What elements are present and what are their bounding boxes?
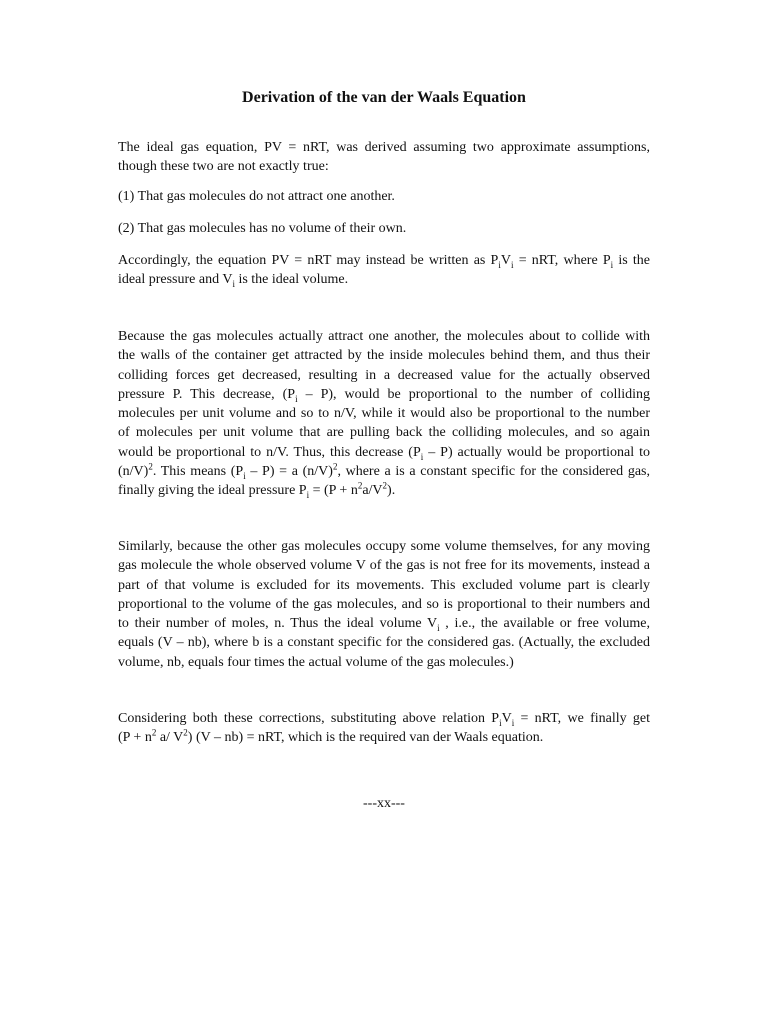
page-title: Derivation of the van der Waals Equation xyxy=(242,89,526,106)
text-line: to their number of moles, n. Thus the ideal volume $V_i$ , i.e., the available or free volume, xyxy=(118,616,651,633)
text-line: ideal pressure and $V_i$ is the ideal volume. xyxy=(118,272,349,290)
text-line: Because the gas molecules actually attract one another, the molecules about to collide with xyxy=(118,329,650,344)
text-line: $(n/V)^2$. This means $(P_i - P) = a$ $(n/V)^2$, where a is a constant specific for the considered gas, xyxy=(118,461,650,481)
text-line: the walls of the container get attracted by the inside molecules behind them, and thus their xyxy=(118,348,650,364)
text-line: gas molecule the whole observed volume V of the gas is not free for its movements, instead a xyxy=(118,558,650,574)
text-line: Similarly, because the other gas molecules occupy some volume themselves, for any moving xyxy=(118,539,650,554)
text-line: though these two are not exactly true: xyxy=(118,159,329,175)
intro-paragraph xyxy=(118,138,650,177)
text-line: Considering both these corrections, substituting above relation $P_iV_i$ = nRT, we finally get xyxy=(118,711,650,728)
pressure-correction-paragraph xyxy=(118,327,650,501)
text-line: finally giving the ideal pressure $P_i = (P + n^2a/V^2)$. xyxy=(118,480,396,501)
volume-correction-paragraph xyxy=(118,537,650,672)
final-paragraph xyxy=(118,709,650,748)
assumption-two: (2) That gas molecules has no volume of their own. xyxy=(118,221,407,236)
text-line: part of that volume is excluded for its movements. This excluded volume part is clearly xyxy=(118,577,650,593)
text-line: The ideal gas equation, PV = nRT, was derived assuming two approximate assumptions, xyxy=(118,140,650,155)
text-line: Accordingly, the equation PV = nRT may instead be written as $P_iV_i$ = nRT, where $P_i$ is the xyxy=(118,253,650,270)
accordingly-paragraph xyxy=(118,251,650,290)
text-line: molecules per unit volume and so to n/V, while it would also be proportional to the number xyxy=(118,406,650,422)
text-line: of molecules per unit volume that are pulling back the colliding molecules, and so again xyxy=(118,425,650,441)
text-line: proportional to the volume of the gas molecules, and so is proportional to their numbers and xyxy=(118,596,650,612)
text-line: equals (V – nb), where b is a constant specific for the considered gas. (Actually, the excluded xyxy=(118,635,650,651)
end-mark: ---xx--- xyxy=(363,796,405,811)
text-line: colliding forces get decreased, resulting in a decreased value for the actually observed xyxy=(118,367,650,383)
text-line: ($P + n^2$ a/ $V^2$) (V – nb) = nRT, which is the required van der Waals equation. xyxy=(118,727,544,746)
text-line: volume, nb, equals four times the actual volume of the gas molecules.) xyxy=(118,654,514,670)
assumption-one: (1) That gas molecules do not attract one another. xyxy=(118,189,395,204)
text-line: would be proportional to n/V. Thus, this decrease $(P_i - P)$ actually would be proportional to xyxy=(118,444,650,462)
text-line: pressure P. This decrease, $(P_i - P)$, would be proportional to the number of colliding xyxy=(118,386,651,404)
